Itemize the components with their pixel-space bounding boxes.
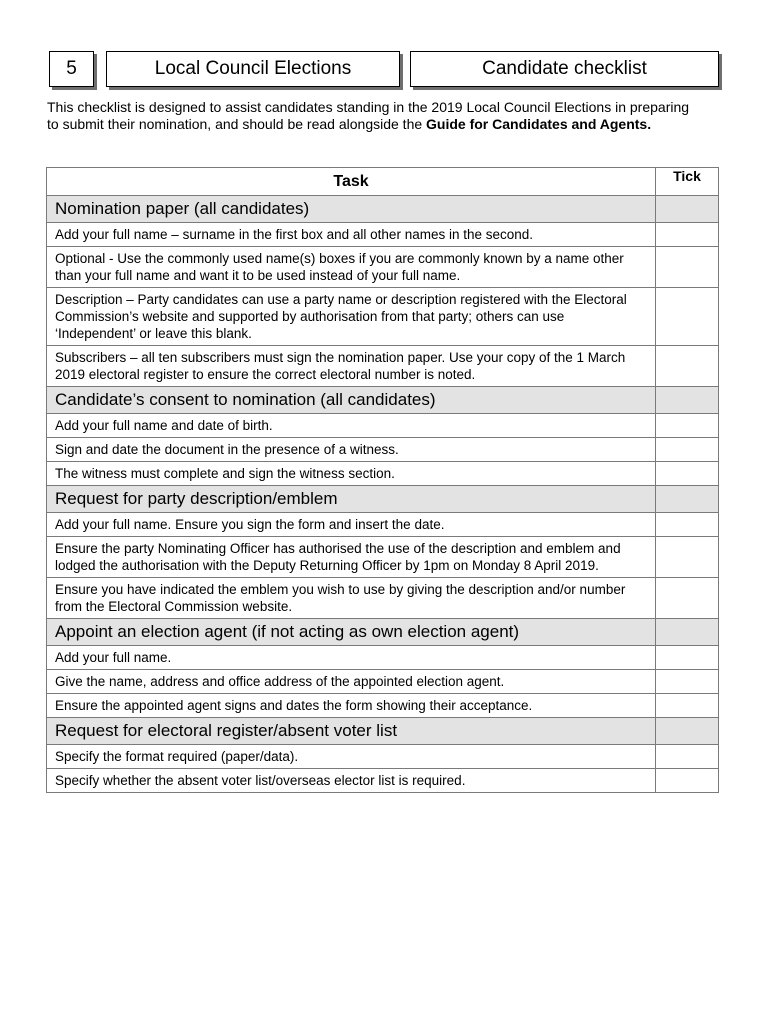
task-text: Specify the format required (paper/data).	[47, 745, 656, 769]
document-subtitle: Candidate checklist	[482, 58, 647, 79]
task-text: Add your full name and date of birth.	[47, 414, 656, 438]
checklist-row	[47, 414, 719, 438]
section-title: Request for party description/emblem	[47, 486, 656, 513]
task-text: Optional - Use the commonly used name(s) boxes if you are commonly known by a name other than your full name and want it to be used instead of your full name.	[47, 247, 656, 288]
document-subtitle-box	[410, 51, 719, 87]
tick-column-header: Tick	[656, 168, 719, 196]
task-text: Add your full name – surname in the first box and all other names in the second.	[47, 223, 656, 247]
candidate-checklist-table	[46, 167, 719, 793]
section-header-row	[47, 486, 719, 513]
checklist-row	[47, 769, 719, 793]
tick-box[interactable]	[656, 578, 719, 619]
tick-box[interactable]	[656, 769, 719, 793]
tick-box[interactable]	[656, 670, 719, 694]
task-text: Add your full name. Ensure you sign the form and insert the date.	[47, 513, 656, 537]
checklist-row	[47, 438, 719, 462]
section-header-row	[47, 619, 719, 646]
intro-paragraph	[47, 99, 697, 133]
document-title-box	[106, 51, 400, 87]
task-text: Specify whether the absent voter list/overseas elector list is required.	[47, 769, 656, 793]
section-title: Request for electoral register/absent voter list	[47, 718, 656, 745]
task-text: The witness must complete and sign the witness section.	[47, 462, 656, 486]
tick-box[interactable]	[656, 414, 719, 438]
tick-box[interactable]	[656, 223, 719, 247]
task-column-header: Task	[47, 168, 656, 196]
intro-text: This checklist is designed to assist candidates standing in the 2019 Local Council Elections in preparing to submit their nomination, and should be read alongside the	[47, 99, 690, 132]
checklist-row	[47, 462, 719, 486]
tick-box[interactable]	[656, 537, 719, 578]
checklist-row	[47, 346, 719, 387]
section-title: Appoint an election agent (if not acting as own election agent)	[47, 619, 656, 646]
tick-box[interactable]	[656, 247, 719, 288]
checklist-row	[47, 537, 719, 578]
section-tick-cell	[656, 619, 719, 646]
section-number: 5	[66, 58, 77, 79]
checklist-row	[47, 513, 719, 537]
section-title: Nomination paper (all candidates)	[47, 196, 656, 223]
tick-box[interactable]	[656, 346, 719, 387]
section-tick-cell	[656, 718, 719, 745]
intro-guide-reference: Guide for Candidates and Agents.	[426, 116, 652, 132]
task-text: Ensure the appointed agent signs and dates the form showing their acceptance.	[47, 694, 656, 718]
task-text: Give the name, address and office address of the appointed election agent.	[47, 670, 656, 694]
task-text: Add your full name.	[47, 646, 656, 670]
tick-box[interactable]	[656, 646, 719, 670]
checklist-row	[47, 288, 719, 346]
tick-box[interactable]	[656, 694, 719, 718]
section-tick-cell	[656, 486, 719, 513]
task-text: Ensure you have indicated the emblem you wish to use by giving the description and/or number from the Electoral Commission website.	[47, 578, 656, 619]
tick-box[interactable]	[656, 288, 719, 346]
checklist-row	[47, 670, 719, 694]
tick-box[interactable]	[656, 438, 719, 462]
task-text: Ensure the party Nominating Officer has authorised the use of the description and emblem and lodged the authorisation with the Deputy Returning Officer by 1pm on Monday 8 April 2019.	[47, 537, 656, 578]
checklist-row	[47, 578, 719, 619]
section-number-box	[49, 51, 94, 87]
section-title: Candidate’s consent to nomination (all candidates)	[47, 387, 656, 414]
section-header-row	[47, 387, 719, 414]
task-text: Description – Party candidates can use a party name or description registered with the Electoral Commission’s website and supported by authorisation from that party; others can use ‘Independent’ or leave this blank.	[47, 288, 656, 346]
task-text: Subscribers – all ten subscribers must sign the nomination paper. Use your copy of the 1 March 2019 electoral register to ensure the correct electoral number is noted.	[47, 346, 656, 387]
task-text: Sign and date the document in the presence of a witness.	[47, 438, 656, 462]
table-header-row	[47, 168, 719, 196]
checklist-row	[47, 646, 719, 670]
section-header-row	[47, 718, 719, 745]
tick-box[interactable]	[656, 462, 719, 486]
checklist-row	[47, 247, 719, 288]
tick-box[interactable]	[656, 513, 719, 537]
section-header-row	[47, 196, 719, 223]
checklist-row	[47, 745, 719, 769]
tick-box[interactable]	[656, 745, 719, 769]
section-tick-cell	[656, 387, 719, 414]
document-title: Local Council Elections	[154, 58, 352, 79]
checklist-row	[47, 694, 719, 718]
section-tick-cell	[656, 196, 719, 223]
checklist-row	[47, 223, 719, 247]
